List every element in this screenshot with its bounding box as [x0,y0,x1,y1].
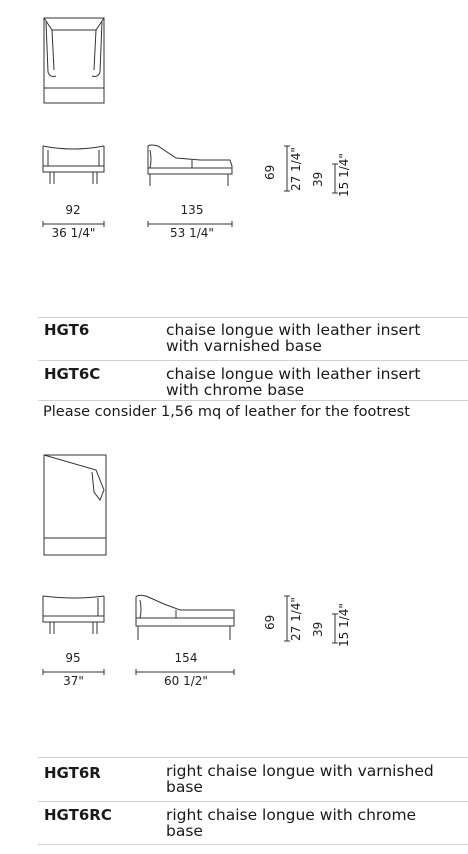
length-in-label: 53 1/4" [170,226,214,240]
description-line: right chaise longue with varnished [166,762,434,780]
divider [38,801,468,802]
side-view-drawing-1 [148,145,232,186]
description-line: right chaise longue with chrome [166,806,417,824]
height-cm-label: 69 [263,614,277,630]
seat-height-cm-label: 39 [311,621,325,637]
width-in-label: 36 1/4" [51,226,96,240]
divider [38,317,468,318]
height-in-label: 27 1/4" [289,147,303,191]
width-cm-label: 92 [65,203,81,217]
divider [38,757,468,758]
top-view-drawing-2 [44,455,106,555]
description-line: chaise longue with leather insert [166,365,421,383]
length-cm-label: 135 [180,203,204,217]
description-line: chaise longue with leather insert [166,321,421,339]
product-code: HGT6R [44,764,101,782]
height-cm-label: 69 [263,164,277,180]
product-description [166,366,466,398]
seat-height-cm-label: 39 [311,171,325,187]
description-line: with varnished base [166,337,322,355]
seat-height-in-label: 15 1/4" [337,153,351,197]
product-code: HGT6RC [44,806,112,824]
leather-note: Please consider 1,56 mq of leather for the footrest [43,404,410,420]
seat-height-in-label: 15 1/4" [337,603,351,647]
description-line: with chrome base [166,381,305,399]
length-in-label: 60 1/2" [164,674,208,688]
divider [38,400,468,401]
side-view-drawing-2 [136,595,234,640]
description-line: base [166,778,203,796]
divider [38,844,468,845]
product-code: HGT6 [44,321,90,339]
height-in-label: 27 1/4" [289,597,303,641]
product-description [166,763,466,795]
product-description [166,322,466,354]
top-view-drawing-1 [44,18,104,103]
product-code: HGT6C [44,365,101,383]
width-in-label: 37" [63,674,84,688]
product-description [166,807,466,839]
description-line: base [166,822,203,840]
width-cm-label: 95 [65,651,81,665]
front-view-drawing-2 [43,596,104,634]
front-view-drawing-1 [43,146,104,184]
divider [38,360,468,361]
length-cm-label: 154 [174,651,198,665]
